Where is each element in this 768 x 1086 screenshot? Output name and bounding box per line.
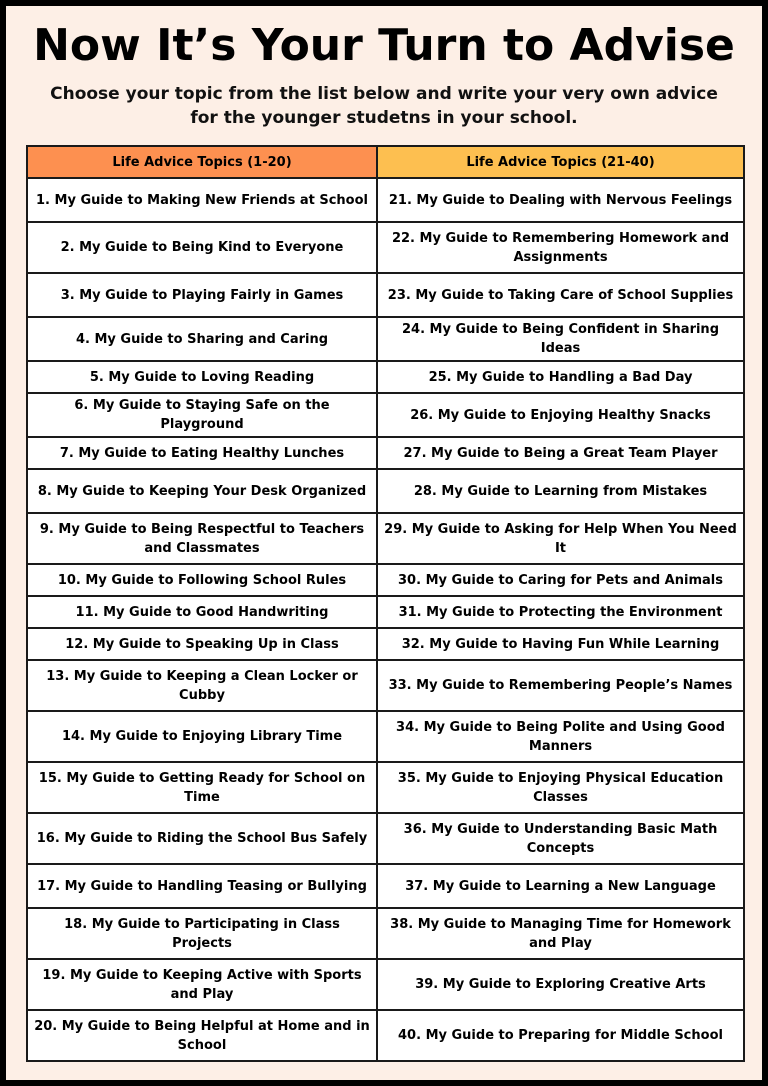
topic-cell-left: 4. My Guide to Sharing and Caring: [27, 317, 377, 361]
table-header-row: [27, 146, 744, 178]
worksheet-page: [6, 6, 762, 1080]
topic-cell-left: 17. My Guide to Handling Teasing or Bullying: [27, 864, 377, 908]
topic-cell-right: 25. My Guide to Handling a Bad Day: [377, 361, 744, 393]
table-row: [27, 273, 744, 317]
topic-cell-right: 29. My Guide to Asking for Help When You Need It: [377, 513, 744, 564]
topic-cell-right: 27. My Guide to Being a Great Team Player: [377, 437, 744, 469]
page-title: Now It’s Your Turn to Advise: [33, 20, 735, 71]
topic-cell-right: 23. My Guide to Taking Care of School Supplies: [377, 273, 744, 317]
topic-cell-right: 35. My Guide to Enjoying Physical Education Classes: [377, 762, 744, 813]
topic-cell-left: 1. My Guide to Making New Friends at School: [27, 178, 377, 222]
topic-cell-left: 3. My Guide to Playing Fairly in Games: [27, 273, 377, 317]
topic-cell-right: 28. My Guide to Learning from Mistakes: [377, 469, 744, 513]
table-row: [27, 437, 744, 469]
topic-cell-right: 33. My Guide to Remembering People’s Names: [377, 660, 744, 711]
topic-cell-right: 22. My Guide to Remembering Homework and Assignments: [377, 222, 744, 273]
topics-table-body: [27, 178, 744, 1061]
topic-cell-left: 5. My Guide to Loving Reading: [27, 361, 377, 393]
topic-cell-right: 37. My Guide to Learning a New Language: [377, 864, 744, 908]
topic-cell-right: 36. My Guide to Understanding Basic Math Concepts: [377, 813, 744, 864]
table-row: [27, 178, 744, 222]
topic-cell-right: 32. My Guide to Having Fun While Learning: [377, 628, 744, 660]
topic-cell-right: 34. My Guide to Being Polite and Using Good Manners: [377, 711, 744, 762]
topic-cell-left: 2. My Guide to Being Kind to Everyone: [27, 222, 377, 273]
topic-cell-left: 20. My Guide to Being Helpful at Home and in School: [27, 1010, 377, 1061]
table-row: [27, 660, 744, 711]
topic-cell-left: 14. My Guide to Enjoying Library Time: [27, 711, 377, 762]
table-row: [27, 222, 744, 273]
table-row: [27, 469, 744, 513]
topic-cell-left: 15. My Guide to Getting Ready for School on Time: [27, 762, 377, 813]
table-row: [27, 762, 744, 813]
table-row: [27, 1010, 744, 1061]
header-topics-1-20: Life Advice Topics (1-20): [27, 146, 377, 178]
topic-cell-left: 7. My Guide to Eating Healthy Lunches: [27, 437, 377, 469]
topic-cell-right: 26. My Guide to Enjoying Healthy Snacks: [377, 393, 744, 437]
table-row: [27, 711, 744, 762]
topic-cell-left: 9. My Guide to Being Respectful to Teachers and Classmates: [27, 513, 377, 564]
topic-cell-left: 19. My Guide to Keeping Active with Sports and Play: [27, 959, 377, 1010]
topic-cell-right: 21. My Guide to Dealing with Nervous Feelings: [377, 178, 744, 222]
table-row: [27, 317, 744, 361]
topic-cell-left: 10. My Guide to Following School Rules: [27, 564, 377, 596]
topics-table: [26, 145, 745, 1062]
topic-cell-right: 31. My Guide to Protecting the Environment: [377, 596, 744, 628]
topic-cell-left: 11. My Guide to Good Handwriting: [27, 596, 377, 628]
table-row: [27, 813, 744, 864]
topic-cell-left: 18. My Guide to Participating in Class Projects: [27, 908, 377, 959]
topic-cell-left: 16. My Guide to Riding the School Bus Safely: [27, 813, 377, 864]
table-row: [27, 959, 744, 1010]
table-row: [27, 513, 744, 564]
topic-cell-right: 30. My Guide to Caring for Pets and Animals: [377, 564, 744, 596]
topic-cell-right: 38. My Guide to Managing Time for Homework and Play: [377, 908, 744, 959]
topic-cell-left: 8. My Guide to Keeping Your Desk Organized: [27, 469, 377, 513]
table-row: [27, 596, 744, 628]
topic-cell-right: 24. My Guide to Being Confident in Sharing Ideas: [377, 317, 744, 361]
table-row: [27, 361, 744, 393]
topic-cell-left: 12. My Guide to Speaking Up in Class: [27, 628, 377, 660]
table-row: [27, 908, 744, 959]
topic-cell-right: 40. My Guide to Preparing for Middle School: [377, 1010, 744, 1061]
page-subtitle: Choose your topic from the list below and write your very own advice for the younger studetns in your school.: [50, 84, 718, 128]
header-topics-21-40: Life Advice Topics (21-40): [377, 146, 744, 178]
topic-cell-left: 13. My Guide to Keeping a Clean Locker or Cubby: [27, 660, 377, 711]
topic-cell-left: 6. My Guide to Staying Safe on the Playground: [27, 393, 377, 437]
topic-cell-right: 39. My Guide to Exploring Creative Arts: [377, 959, 744, 1010]
table-row: [27, 564, 744, 596]
table-row: [27, 628, 744, 660]
table-row: [27, 864, 744, 908]
table-row: [27, 393, 744, 437]
